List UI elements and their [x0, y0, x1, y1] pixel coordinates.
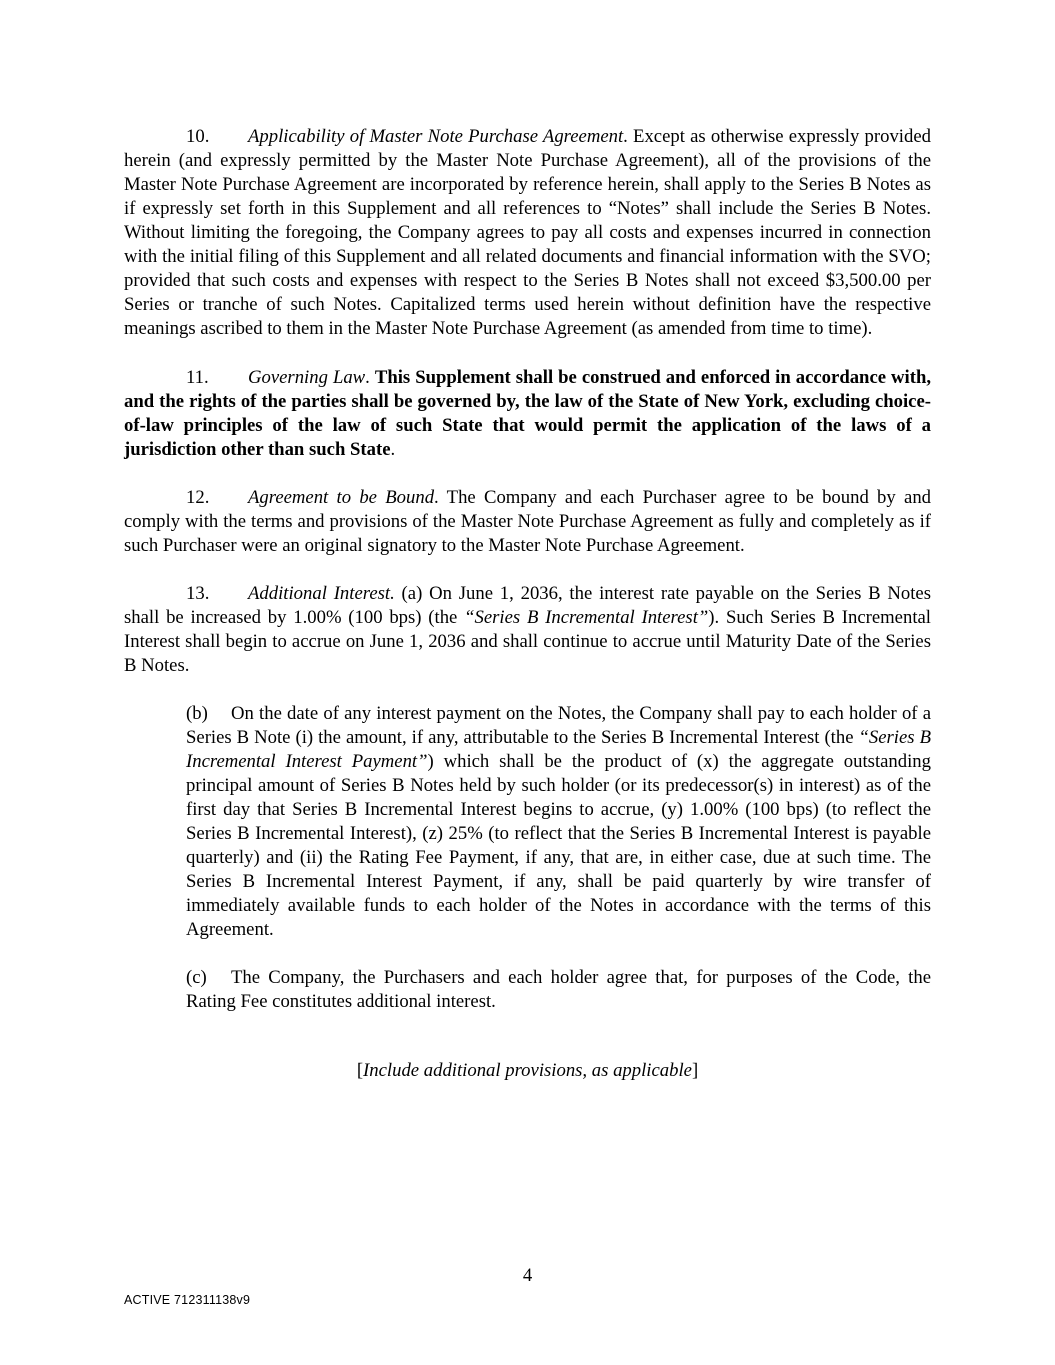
section-body: . The Company and each Purchaser agree to be bound by and comply with the terms and provisions of the Master Note Purchase Agreement as fully and completely as if such Purchaser were an original signatory to the Master Note Purchase Agreement. [124, 487, 932, 556]
section-separator: . [365, 367, 375, 388]
subsection-text-part1: On the date of any interest payment on the Notes, the Company shall pay to each holder of a Series B Note (i) the amount, if any, attributable to the Series B Incremental Interest (the [186, 703, 931, 748]
section-heading: Governing Law [248, 367, 366, 388]
section-end: . [390, 439, 396, 460]
section-13-paragraph [124, 582, 931, 678]
section-heading: Applicability of Master Note Purchase Agreement [248, 126, 624, 147]
defined-term: “Series B Incremental Interest” [464, 607, 709, 628]
section-body-a-part2: ). Such Series B Incremental Interest shall begin to accrue on June 1, 2036 and shall continue to accrue until Maturity Date of the Series B Notes. [124, 607, 931, 676]
section-body-a-part1: (a) On June 1, 2036, the interest rate payable on the Series B Notes shall be increased by 1.00% (100 bps) (the [124, 583, 931, 628]
section-number: 12. [186, 487, 210, 508]
section-10-paragraph [124, 125, 931, 341]
subsection-text: The Company, the Purchasers and each holder agree that, for purposes of the Code, the Rating Fee constitutes additional interest. [186, 967, 931, 1012]
subsection-c [186, 966, 931, 1014]
section-body: . Except as otherwise expressly provided herein (and expressly permitted by the Master Note Purchase Agreement), all of the provisions of the Master Note Purchase Agreement are incorporated by reference herein, shall apply to the Series B Notes as if expressly set forth in this Supplement and all references to “Notes” shall include the Series B Notes. Without limiting the foregoing, the Company agrees to pay all costs and expenses incurred in connection with the initial filing of this Supplement and all related documents and financial information with the SVO; provided that such costs and expenses with respect to the Series B Notes shall not exceed $3,500.00 per Series or tranche of such Notes. Capitalized terms used herein without definition have the respective meanings ascribed to them in the Master Note Purchase Agreement (as amended from time to time). [124, 126, 931, 339]
section-heading: Agreement to be Bound [248, 487, 435, 508]
section-12-paragraph [124, 486, 931, 558]
subsection-label: (b) [186, 703, 208, 724]
document-footer-id: ACTIVE 712311138v9 [124, 1293, 251, 1307]
subsection-b [186, 702, 931, 942]
page-number: 4 [522, 1265, 533, 1286]
section-body-bold: This Supplement shall be construed and enforced in accordance with, and the rights of the parties shall be governed by, the law of the State of New York, excluding choice-of-law principles of the law of such State that would permit the application of the laws of a jurisdiction other than such State [124, 367, 932, 460]
bracket-open: [ [356, 1060, 364, 1081]
bracket-close: ] [691, 1060, 699, 1081]
document-body [124, 125, 931, 1102]
subsection-text-part2: ) which shall be the product of (x) the aggregate outstanding principal amount of Series B Notes held by such holder (or its predecessor(s) in interest) as of the first day that Series B Incremental Interest begins to accrue, (y) 1.00% (100 bps) (to reflect the Series B Incremental Interest), (z) 25% (to reflect that the Series B Incremental Interest is payable quarterly) and (ii) the Rating Fee Payment, if any, that are, in either case, due at such time. The Series B Incremental Interest Payment, if any, shall be paid quarterly by wire transfer of immediately available funds to each holder of the Notes in accordance with the terms of this Agreement. [186, 751, 931, 940]
subsection-label: (c) [186, 967, 207, 988]
section-number: 13. [186, 583, 210, 604]
section-number: 10. [186, 126, 210, 147]
section-11-paragraph [124, 366, 931, 462]
closing-note [124, 1059, 931, 1083]
section-heading: Additional Interest. [248, 583, 395, 604]
section-number: 11. [186, 367, 209, 388]
defined-term: “Series B Incremental Interest Payment” [186, 727, 931, 772]
closing-text: Include additional provisions, as applicable [363, 1060, 692, 1081]
